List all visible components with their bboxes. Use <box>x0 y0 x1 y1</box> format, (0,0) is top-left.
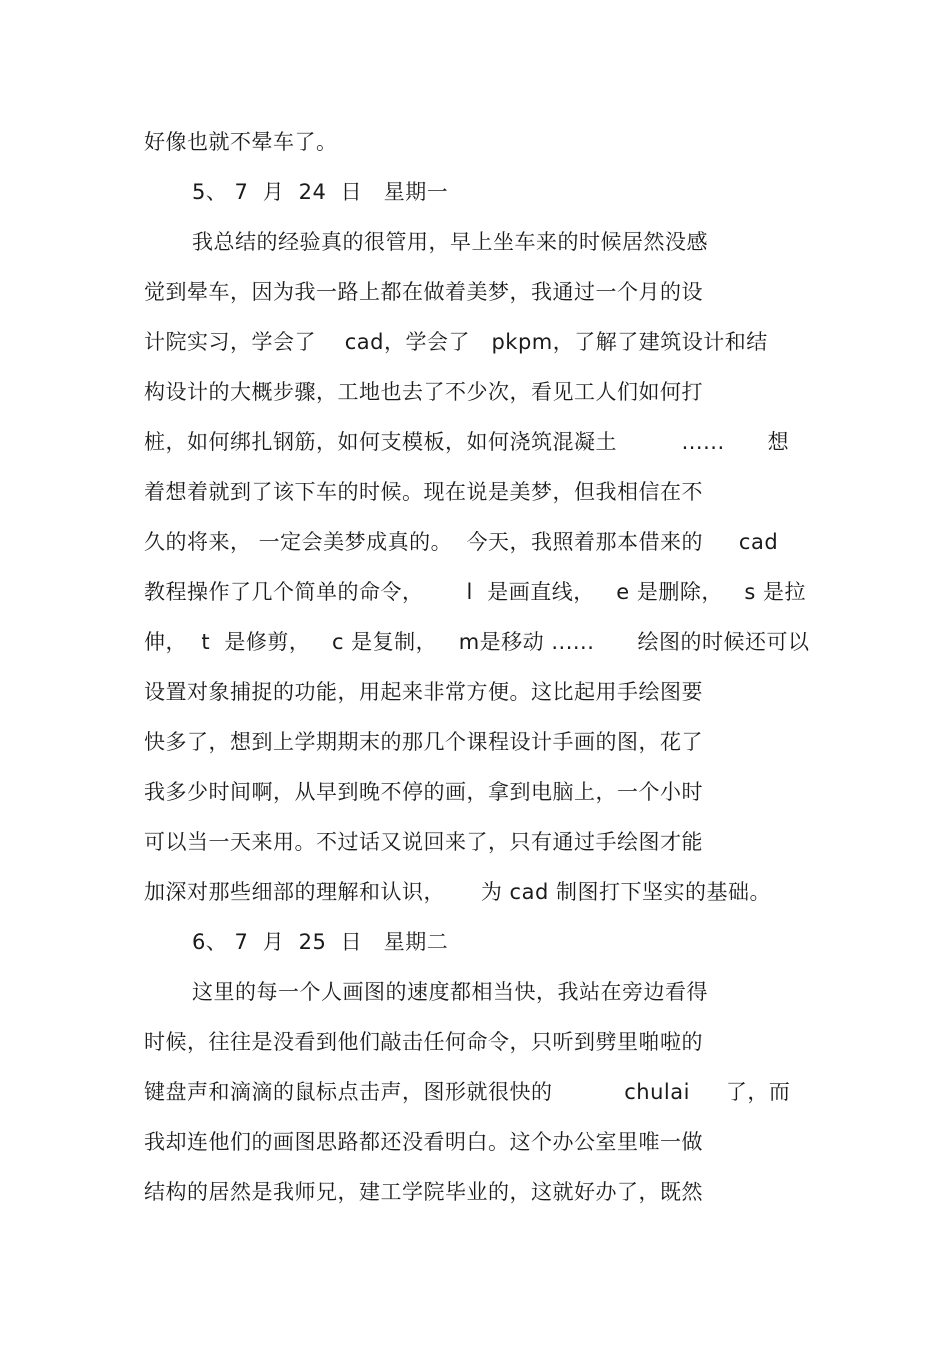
text-line: 久的将来， 一定会美梦成真的。 今天，我照着那本借来的 cad <box>144 530 779 554</box>
text-line: 设置对象捕捉的功能，用起来非常方便。这比起用手绘图要 <box>144 680 703 704</box>
text-line: 快多了，想到上学期期末的那几个课程设计手画的图，花了 <box>144 730 703 754</box>
text-line: 计院实习，学会了 cad，学会了 pkpm，了解了建筑设计和结 <box>144 330 768 354</box>
text-line: 结构的居然是我师兄，建工学院毕业的，这就好办了，既然 <box>144 1180 703 1204</box>
text-line: 教程操作了几个简单的命令， l 是画直线， e 是删除， s 是拉 <box>144 580 806 604</box>
date-heading: 5、 7 月 24 日 星期一 <box>192 180 449 204</box>
text-line: 好像也就不晕车了。 <box>144 130 338 154</box>
text-line: 这里的每一个人画图的速度都相当快，我站在旁边看得 <box>192 980 708 1004</box>
text-line: 我多少时间啊，从早到晚不停的画，拿到电脑上，一个小时 <box>144 780 703 804</box>
date-heading: 6、 7 月 25 日 星期二 <box>192 930 449 954</box>
text-line: 加深对那些细部的理解和认识， 为 cad 制图打下坚实的基础。 <box>144 880 771 904</box>
text-line: 桩，如何绑扎钢筋，如何支模板，如何浇筑混凝土 ...... 想 <box>144 430 790 454</box>
text-line: 伸， t 是修剪， c 是复制， m是移动 ...... 绘图的时候还可以 <box>144 630 810 654</box>
text-line: 我总结的经验真的很管用，早上坐车来的时候居然没感 <box>192 230 708 254</box>
text-line: 我却连他们的画图思路都还没看明白。这个办公室里唯一做 <box>144 1130 703 1154</box>
text-line: 着想着就到了该下车的时候。现在说是美梦，但我相信在不 <box>144 480 703 504</box>
text-line: 构设计的大概步骤，工地也去了不少次，看见工人们如何打 <box>144 380 703 404</box>
text-line: 键盘声和滴滴的鼠标点击声，图形就很快的 chulai 了，而 <box>144 1080 791 1104</box>
text-line: 可以当一天来用。不过话又说回来了，只有通过手绘图才能 <box>144 830 703 854</box>
text-line: 觉到晕车，因为我一路上都在做着美梦，我通过一个月的设 <box>144 280 703 304</box>
text-line: 时候，往往是没看到他们敲击任何命令，只听到劈里啪啦的 <box>144 1030 703 1054</box>
